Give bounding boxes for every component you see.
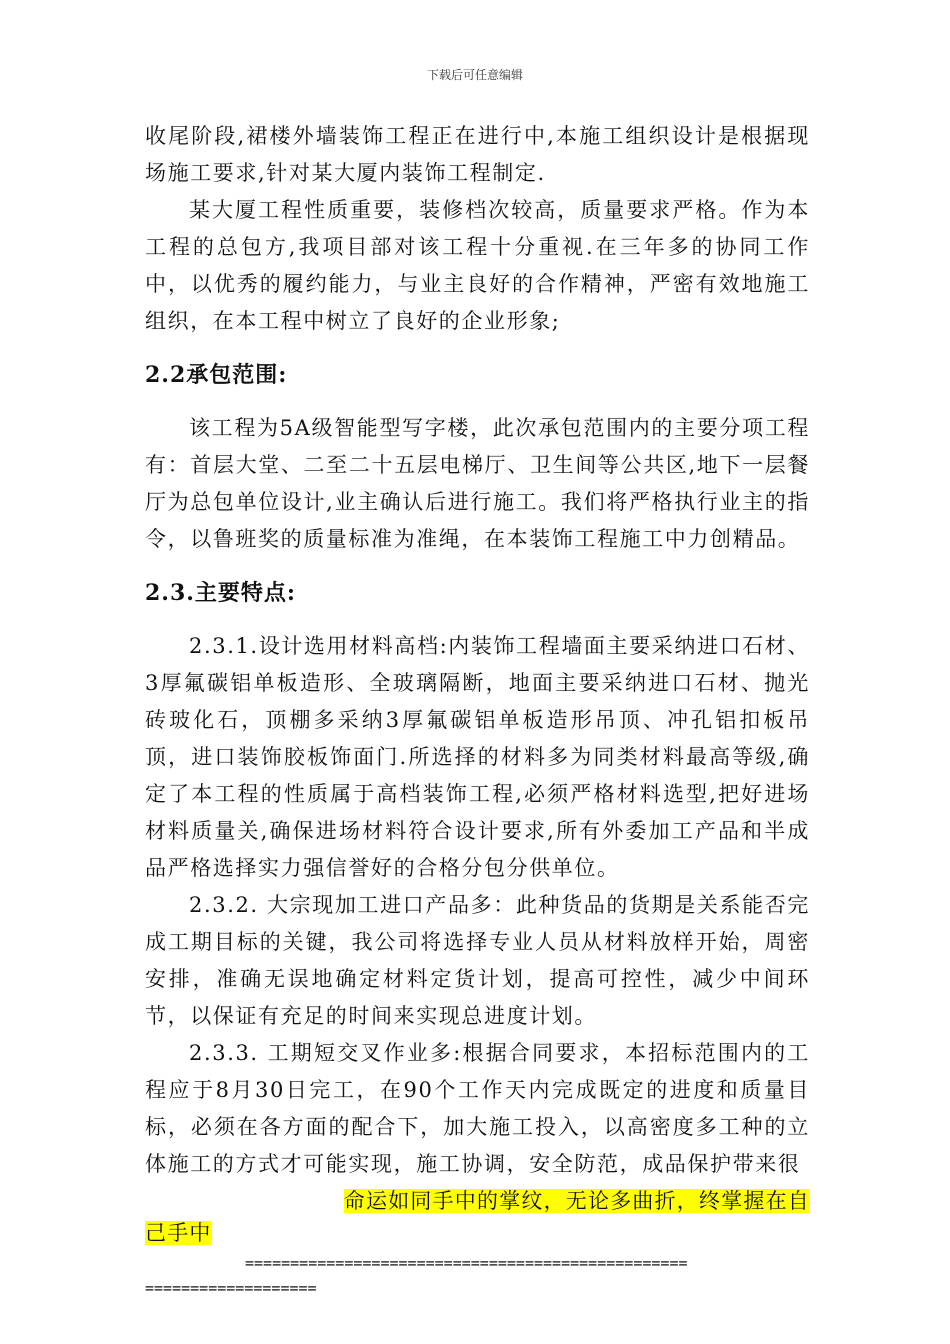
paragraph-feature-2-3-2: 2.3.2. 大宗现加工进口产品多：此种货品的货期是关系能否完成工期目标的关键，我公司将选择专业人员从材料放样开始，周密安排，准确无误地确定材料定货计划，提高可控性，减少中间环节，以保证有充足的时间来实现总进度计划。	[145, 893, 810, 1028]
highlighted-quote	[145, 1185, 810, 1249]
paragraph-contract-scope: 该工程为5A级智能型写字楼，此次承包范围内的主要分项工程有：首层大堂、二至二十五层电梯厅、卫生间等公共区,地下一层餐厅为总包单位设计,业主确认后进行施工。我们将严格执行业主的指令，以鲁班奖的质量标准为准绳，在本装饰工程施工中力创精品。	[145, 416, 810, 551]
highlighted-quote-line-2: 己手中	[145, 1221, 212, 1245]
separator-line-1: =================================================	[245, 1254, 688, 1272]
paragraph-feature-2-3-3: 2.3.3. 工期短交叉作业多:根据合同要求，本招标范围内的工程应于8月30日完工，在90个工作天内完成既定的进度和质量目标，必须在各方面的配合下，加大施工投入，以高密度多工种的立体施工的方式才可能实现，施工协调，安全防范，成品保护带来很	[145, 1041, 810, 1176]
highlighted-quote-line-1: 命运如同手中的掌纹，无论多曲折，终掌握在自	[343, 1189, 810, 1213]
heading-contract-scope: 2.2承包范围:	[145, 362, 288, 388]
separator-line-2: ===================	[145, 1279, 317, 1297]
paragraph-feature-2-3-1: 2.3.1.设计选用材料高档:内装饰工程墙面主要采纳进口石材、3厚氟碳铝单板造形、全玻璃隔断，地面主要采纳进口石材、抛光砖玻化石，顶棚多采纳3厚氟碳铝单板造形吊顶、冲孔铝扣板吊顶，进口装饰胶板饰面门.所选择的材料多为同类材料最高等级,确定了本工程的性质属于高档装饰工程,必须严格材料选型,把好进场材料质量关,确保进场材料符合设计要求,所有外委加工产品和半成品严格选择实力强信誉好的合格分包分供单位。	[145, 634, 810, 880]
paragraph-intro-continuation: 收尾阶段,裙楼外墙装饰工程正在进行中,本施工组织设计是根据现场施工要求,针对某大厦内装饰工程制定.	[145, 124, 810, 185]
paragraph-project-nature: 某大厦工程性质重要，装修档次较高，质量要求严格。作为本工程的总包方,我项目部对该工程十分重视.在三年多的协同工作中，以优秀的履约能力，与业主良好的合作精神，严密有效地施工组织，在本工程中树立了良好的企业形象;	[145, 198, 810, 333]
heading-main-features: 2.3.主要特点:	[145, 580, 297, 606]
document-body	[145, 118, 810, 1299]
page-header: 下载后可任意编辑	[426, 68, 523, 82]
